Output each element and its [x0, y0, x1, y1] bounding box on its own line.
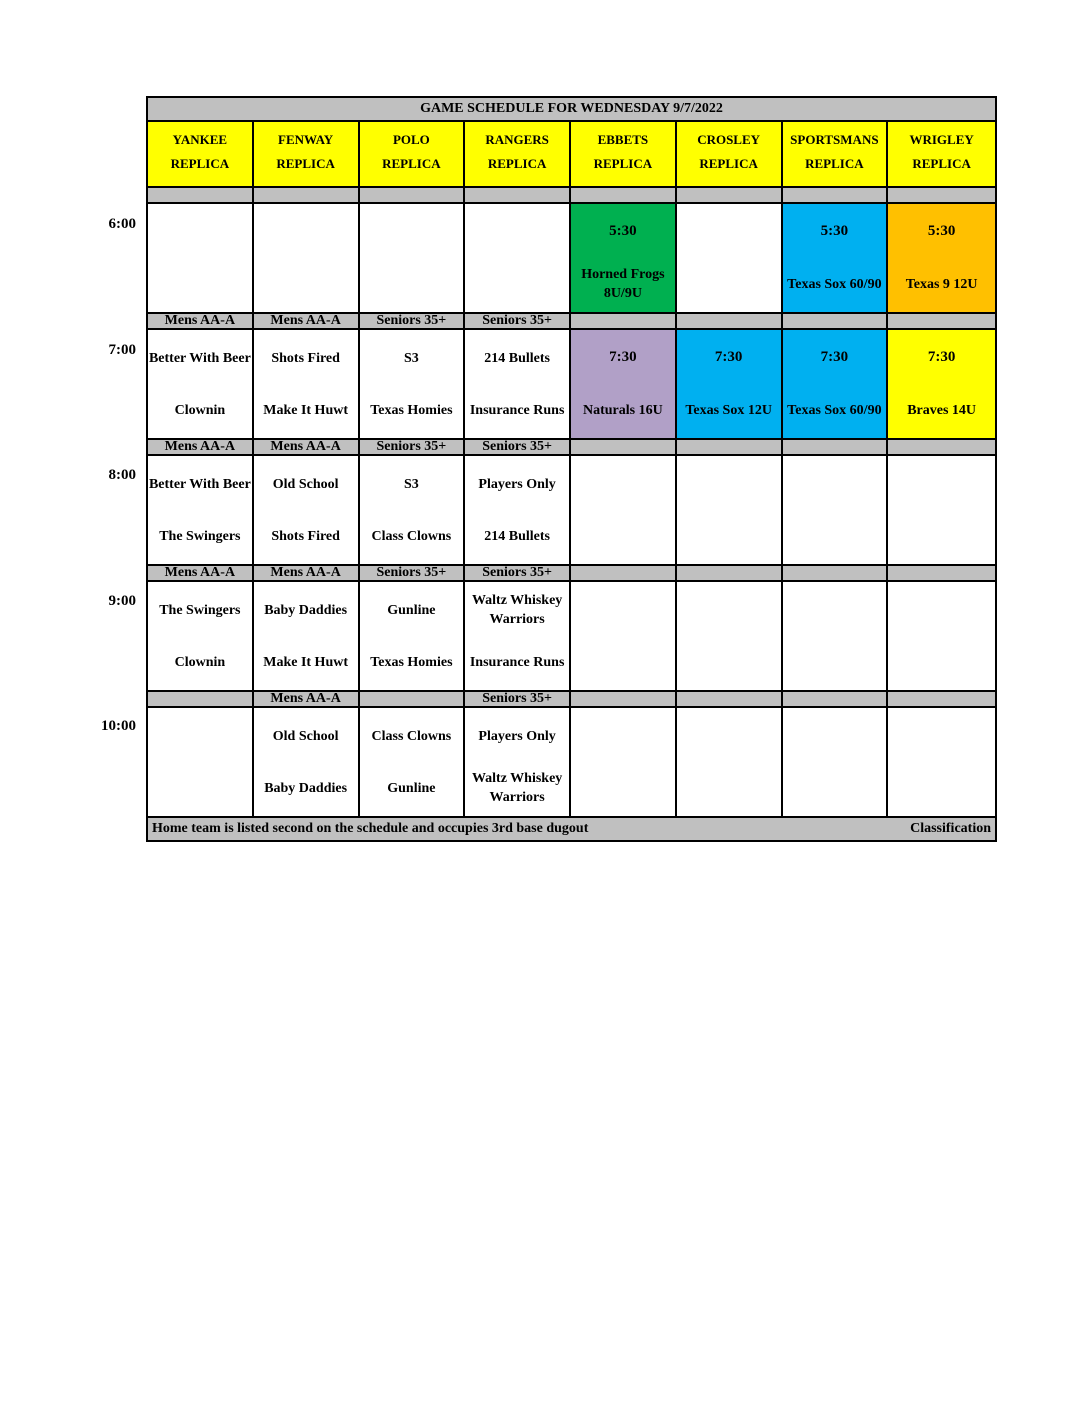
home-team — [254, 260, 358, 308]
away-team: Players Only — [478, 476, 556, 492]
classification-cell — [571, 314, 677, 330]
game-cell — [888, 456, 995, 566]
game-cell — [571, 708, 677, 818]
field-name: FENWAY — [278, 132, 334, 147]
classification-cell — [783, 440, 889, 456]
home-team — [677, 512, 781, 560]
away-team: Players Only — [478, 728, 556, 744]
game-cell — [677, 204, 783, 314]
classification-cell — [677, 692, 783, 708]
game-cell — [254, 456, 360, 566]
classification-cell — [783, 314, 889, 330]
classification-cell — [888, 566, 995, 582]
away-team — [677, 712, 781, 760]
away-team — [148, 208, 252, 256]
game-cell — [677, 582, 783, 692]
game-cell — [888, 204, 995, 314]
home-team: Clownin — [174, 402, 226, 418]
game-start-time: 7:30 — [609, 348, 637, 365]
time-label: 10:00 — [101, 718, 136, 734]
game-cell — [783, 456, 889, 566]
classification-cell — [254, 188, 360, 204]
classification-cell: Mens AA-A — [148, 314, 254, 330]
classification-cell — [783, 188, 889, 204]
field-name: RANGERS — [485, 132, 549, 147]
home-team — [783, 764, 887, 812]
home-team — [148, 764, 252, 812]
away-team: The Swingers — [159, 602, 241, 618]
classification-cell — [571, 566, 677, 582]
time-label: 7:00 — [108, 342, 136, 358]
classification-cell — [571, 188, 677, 204]
field-name: POLO — [392, 132, 430, 147]
game-start-time: 7:30 — [714, 348, 743, 365]
home-team: Make It Huwt — [263, 402, 349, 418]
game-start-time: 5:30 — [820, 222, 849, 239]
classification-cell — [677, 314, 783, 330]
home-team: 214 Bullets — [484, 528, 550, 544]
team-name: Texas Sox 60/90 — [787, 276, 882, 292]
home-team: Texas Homies — [370, 654, 453, 670]
classification-cell: Seniors 35+ — [360, 314, 466, 330]
classification-cell — [888, 314, 995, 330]
classification-cell — [783, 566, 889, 582]
footer-legend: Classification — [910, 821, 991, 836]
schedule-body — [148, 188, 995, 818]
home-team — [571, 764, 675, 812]
footer-note: Home team is listed second on the schedule and occupies 3rd base dugout — [152, 821, 589, 836]
home-team — [888, 764, 995, 812]
away-team — [888, 712, 995, 760]
game-row — [148, 708, 995, 818]
game-cell — [360, 456, 466, 566]
away-team — [677, 460, 781, 508]
schedule-table — [146, 96, 997, 842]
classification-cell: Seniors 35+ — [465, 314, 571, 330]
home-team: Insurance Runs — [469, 654, 565, 670]
classification-cell — [888, 692, 995, 708]
game-cell — [465, 330, 571, 440]
classification-cell — [677, 566, 783, 582]
field-subtitle: REPLICA — [276, 156, 335, 171]
away-team — [465, 208, 569, 256]
time-label: 6:00 — [108, 216, 136, 232]
classification-cell — [888, 440, 995, 456]
game-cell — [254, 708, 360, 818]
home-team: Class Clowns — [371, 528, 452, 544]
field-header-crosley — [677, 122, 783, 188]
game-cell — [677, 456, 783, 566]
home-team: Baby Daddies — [264, 780, 348, 796]
home-team: Clownin — [174, 654, 226, 670]
home-team: Insurance Runs — [469, 402, 565, 418]
game-cell — [148, 582, 254, 692]
home-team: Gunline — [387, 780, 436, 796]
away-team — [783, 712, 887, 760]
game-start-time: 5:30 — [927, 222, 956, 239]
game-cell — [465, 204, 571, 314]
classification-cell: Mens AA-A — [254, 440, 360, 456]
away-team: Shots Fired — [271, 350, 340, 366]
away-team: 214 Bullets — [484, 350, 550, 366]
away-team — [677, 208, 781, 256]
classification-cell — [783, 692, 889, 708]
game-cell — [465, 708, 571, 818]
game-cell — [783, 582, 889, 692]
game-cell — [783, 204, 889, 314]
game-cell — [571, 204, 677, 314]
classification-cell: Mens AA-A — [254, 566, 360, 582]
game-cell — [571, 330, 677, 440]
classification-row — [148, 314, 995, 330]
game-cell — [888, 330, 995, 440]
away-team — [888, 586, 995, 634]
field-name: YANKEE — [172, 132, 228, 147]
classification-row — [148, 188, 995, 204]
home-team — [571, 512, 675, 560]
game-row — [148, 330, 995, 440]
game-start-time: 7:30 — [820, 348, 849, 365]
game-cell — [360, 330, 466, 440]
away-team — [677, 586, 781, 634]
away-team — [783, 586, 887, 634]
home-team — [783, 638, 887, 686]
classification-cell — [148, 188, 254, 204]
home-team: The Swingers — [159, 528, 241, 544]
classification-cell: Seniors 35+ — [465, 566, 571, 582]
away-team — [148, 712, 252, 760]
home-team: Waltz Whiskey Warriors — [471, 771, 563, 805]
home-team — [677, 764, 781, 812]
game-cell — [888, 582, 995, 692]
away-team: Baby Daddies — [264, 602, 348, 618]
classification-cell: Mens AA-A — [254, 692, 360, 708]
game-cell — [148, 204, 254, 314]
team-name: Texas 9 12U — [905, 276, 978, 292]
team-name: Texas Sox 12U — [685, 402, 772, 418]
field-header-fenway — [254, 122, 360, 188]
home-team: Shots Fired — [271, 528, 340, 544]
away-team: Old School — [272, 476, 339, 492]
time-label: 8:00 — [108, 467, 136, 483]
field-header-polo — [360, 122, 466, 188]
home-team — [677, 638, 781, 686]
field-header-rangers — [465, 122, 571, 188]
classification-cell — [677, 440, 783, 456]
home-team — [360, 260, 464, 308]
game-start-time: 5:30 — [609, 222, 637, 239]
field-header-sportsmans — [783, 122, 889, 188]
away-team: S3 — [403, 476, 419, 492]
team-name: Braves 14U — [907, 402, 977, 418]
classification-cell — [148, 692, 254, 708]
game-cell — [571, 456, 677, 566]
game-cell — [360, 708, 466, 818]
team-name: Naturals 16U — [583, 402, 663, 418]
field-name: EBBETS — [597, 132, 649, 147]
game-cell — [148, 456, 254, 566]
field-subtitle: REPLICA — [170, 156, 230, 171]
game-cell — [254, 204, 360, 314]
classification-cell: Mens AA-A — [148, 566, 254, 582]
game-cell — [360, 204, 466, 314]
field-name: SPORTSMANS — [790, 132, 879, 147]
home-team — [783, 512, 887, 560]
field-name: WRIGLEY — [909, 132, 974, 147]
classification-cell: Seniors 35+ — [360, 566, 466, 582]
away-team: Waltz Whiskey Warriors — [471, 593, 563, 627]
game-cell — [148, 330, 254, 440]
field-subtitle: REPLICA — [805, 156, 864, 171]
game-row — [148, 456, 995, 566]
away-team — [571, 460, 675, 508]
field-subtitle: REPLICA — [593, 156, 653, 171]
field-subtitle: REPLICA — [699, 156, 758, 171]
team-name: Horned Frogs 8U/9U — [581, 267, 665, 301]
classification-row — [148, 566, 995, 582]
field-subtitle: REPLICA — [487, 156, 547, 171]
classification-cell — [465, 188, 571, 204]
classification-cell — [571, 692, 677, 708]
field-header-yankee — [148, 122, 254, 188]
game-row — [148, 204, 995, 314]
away-team: S3 — [403, 350, 419, 366]
classification-row — [148, 440, 995, 456]
field-subtitle: REPLICA — [382, 156, 441, 171]
classification-cell — [888, 188, 995, 204]
away-team: Gunline — [387, 602, 436, 618]
game-cell — [254, 582, 360, 692]
home-team — [677, 260, 781, 308]
classification-cell: Seniors 35+ — [360, 440, 466, 456]
home-team — [888, 512, 995, 560]
game-cell — [677, 330, 783, 440]
away-team — [571, 586, 675, 634]
time-label: 9:00 — [108, 593, 136, 609]
game-cell — [254, 330, 360, 440]
schedule-footer — [148, 818, 995, 840]
field-name: CROSLEY — [697, 132, 761, 147]
field-header-row — [148, 122, 995, 188]
away-team: Class Clowns — [371, 728, 452, 744]
game-cell — [888, 708, 995, 818]
away-team: Better With Beer — [148, 476, 251, 492]
schedule-title: GAME SCHEDULE FOR WEDNESDAY 9/7/2022 — [148, 98, 995, 122]
away-team — [783, 460, 887, 508]
game-cell — [571, 582, 677, 692]
classification-cell: Mens AA-A — [254, 314, 360, 330]
classification-row — [148, 692, 995, 708]
team-name: Texas Sox 60/90 — [787, 402, 882, 418]
game-cell — [360, 582, 466, 692]
game-row — [148, 582, 995, 692]
away-team — [571, 712, 675, 760]
home-team — [888, 638, 995, 686]
home-team — [465, 260, 569, 308]
classification-cell — [360, 188, 466, 204]
field-header-ebbets — [571, 122, 677, 188]
field-header-wrigley — [888, 122, 995, 188]
away-team — [360, 208, 464, 256]
home-team: Make It Huwt — [263, 654, 349, 670]
away-team — [888, 460, 995, 508]
field-subtitle: REPLICA — [912, 156, 971, 171]
classification-cell: Seniors 35+ — [465, 692, 571, 708]
away-team: Old School — [272, 728, 339, 744]
classification-cell: Mens AA-A — [148, 440, 254, 456]
classification-cell — [360, 692, 466, 708]
game-cell — [148, 708, 254, 818]
game-cell — [465, 456, 571, 566]
game-cell — [783, 708, 889, 818]
home-team — [571, 638, 675, 686]
game-cell — [465, 582, 571, 692]
game-cell — [783, 330, 889, 440]
classification-cell: Seniors 35+ — [465, 440, 571, 456]
away-team — [254, 208, 358, 256]
classification-cell — [571, 440, 677, 456]
game-start-time: 7:30 — [927, 348, 956, 365]
home-team: Texas Homies — [370, 402, 453, 418]
away-team: Better With Beer — [148, 350, 251, 366]
home-team — [148, 260, 252, 308]
game-cell — [677, 708, 783, 818]
classification-cell — [677, 188, 783, 204]
